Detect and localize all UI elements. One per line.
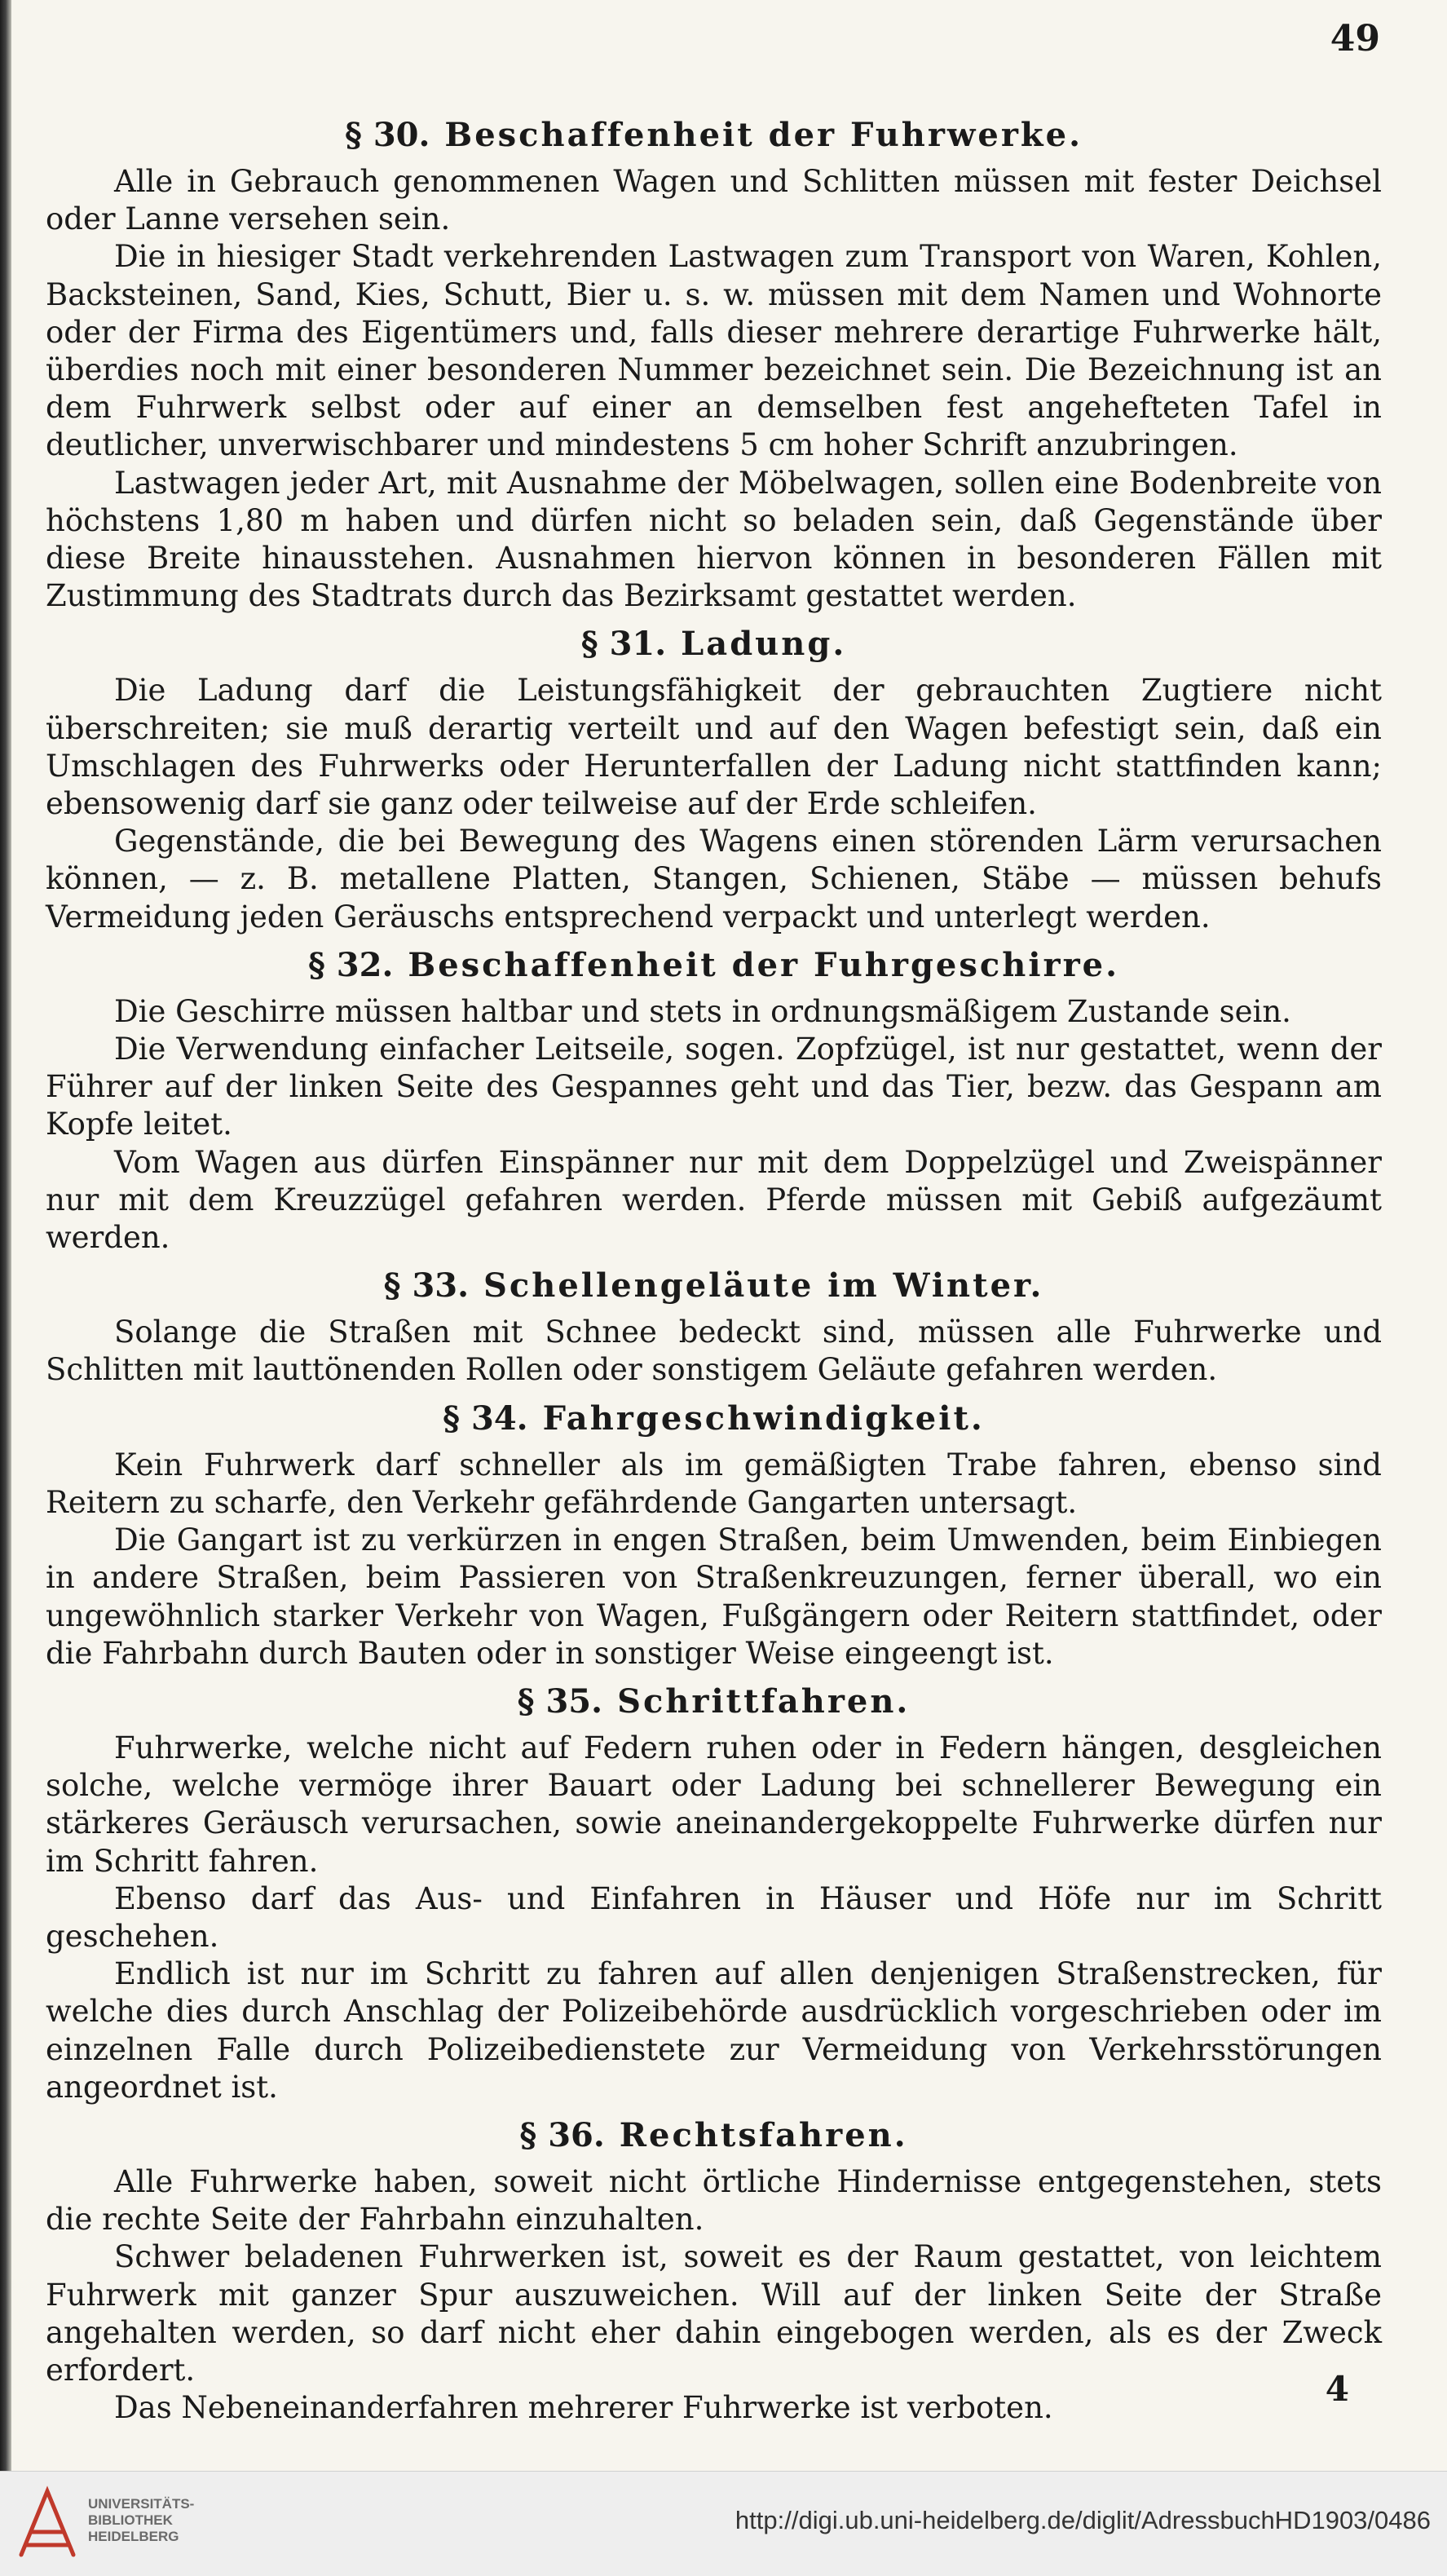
section-title: Beschaffenheit der Fuhrwerke. — [444, 116, 1083, 154]
paragraph: Die Geschirre müssen haltbar und stets in ordnungsmäßigem Zustande sein. — [114, 993, 1291, 1029]
section-title: Ladung. — [681, 625, 847, 664]
viewer-footer — [0, 2471, 1447, 2576]
paragraph: Vom Wagen aus dürfen Einspänner nur mit dem Doppelzügel und Zweispänner nur mit dem Kreuzzügel gefahren werden. Pferde müssen mit Gebiß aufgezäumt werden. — [46, 1144, 1382, 1256]
section-number: § 36. — [519, 2115, 605, 2154]
paragraph: Fuhrwerke, welche nicht auf Federn ruhen oder in Federn hängen, desgleichen solche, welche vermöge ihrer Bauart oder Ladung bei schnellerer Bewegung ein stärkeres Geräusch verursachen, sowie aneinandergekoppelte Fuhrwerke dürfen nur im Schritt fahren. — [46, 1730, 1382, 1879]
page-number: 49 — [1330, 18, 1380, 60]
section-heading — [46, 2113, 1382, 2158]
document-body — [46, 106, 1382, 2427]
section-heading — [46, 113, 1382, 158]
section-heading — [46, 1679, 1382, 1725]
paragraph: Gegenstände, die bei Bewegung des Wagens einen störenden Lärm verursachen können, — z. B. metallene Platten, Stangen, Schienen, Stäbe — müssen behufs Vermeidung jeden Geräuschs entsprechend verpackt und unterlegt werden. — [46, 824, 1382, 935]
paragraph: Die Verwendung einfacher Leitseile, sogen. Zopfzügel, ist nur gestattet, wenn der Führer auf der linken Seite des Gespannes geht und das Tier, bezw. das Gespann am Kopfe leitet. — [46, 1032, 1382, 1142]
section-title: Beschaffenheit der Fuhrgeschirre. — [408, 945, 1120, 984]
book-spine-shadow — [0, 0, 11, 2471]
paragraph: Alle Fuhrwerke haben, soweit nicht örtliche Hindernisse entgegenstehen, stets die rechte Seite der Fahrbahn einzuhalten. — [46, 2163, 1382, 2238]
section-title: Fahrgeschwindigkeit. — [542, 1398, 985, 1438]
paragraph: Ebenso darf das Aus- und Einfahren in Häuser und Höfe nur im Schritt geschehen. — [46, 1880, 1382, 1954]
section-heading — [46, 943, 1382, 988]
paragraph: Die Ladung darf die Leistungsfähigkeit der gebrauchten Zugtiere nicht überschreiten; sie muß derartig verteilt und auf den Wagen befestigt sein, daß ein Umschlagen des Fuhrwerks oder Herunterfallen der Ladung nicht stattfinden kann; ebensowenig darf sie ganz oder teilweise auf der Erde schleifen. — [46, 673, 1382, 822]
paragraph: Das Nebeneinanderfahren mehrerer Fuhrwerke ist verboten. — [114, 2390, 1053, 2426]
permalink-url[interactable]: http://digi.ub.uni-heidelberg.de/diglit/AdressbuchHD1903/0486 — [735, 2506, 1431, 2534]
logo-line: BIBLIOTHEK — [88, 2512, 173, 2528]
section-heading — [46, 621, 1382, 667]
paragraph: Die Gangart ist zu verkürzen in engen Straßen, beim Umwenden, beim Einbiegen in andere Straßen, beim Passieren von Straßenkreuzungen, ferner überall, wo ein ungewöhnlich starker Verkehr von Wagen, Fußgängern oder Reitern stattfindet, oder die Fahrbahn durch Bauten oder in sonstiger Weise eingeengt ist. — [46, 1522, 1382, 1671]
paragraph: Kein Fuhrwerk darf schneller als im gemäßigten Trabe fahren, ebenso sind Reitern zu scharfe, den Verkehr gefährdende Gangarten untersagt. — [46, 1447, 1382, 1520]
logo-line: UNIVERSITÄTS- — [88, 2496, 195, 2512]
section-title: Schrittfahren. — [617, 1681, 911, 1721]
section-number: § 31. — [580, 625, 667, 664]
section-number: § 34. — [443, 1398, 528, 1438]
paragraph: Alle in Gebrauch genommenen Wagen und Schlitten müssen mit fester Deichsel oder Lanne versehen sein. — [46, 164, 1382, 237]
section-number: § 35. — [517, 1681, 603, 1721]
section-number: § 33. — [383, 1266, 470, 1306]
paragraph: Die in hiesiger Stadt verkehrenden Lastwagen zum Transport von Waren, Kohlen, Backsteinen, Sand, Kies, Schutt, Bier u. s. w. müssen mit dem Namen und Wohnorte oder der Firma des Eigentümers und, falls dieser mehrere derartige Fuhrwerke hält, überdies noch mit einer besonderen Nummer bezeichnet sein. Die Bezeichnung ist an dem Fuhrwerk selbst oder auf einer an demselben fest angehefteten Tafel in deutlicher, unverwischbarer und mindestens 5 cm hoher Schrift anzubringen. — [46, 239, 1382, 463]
paragraph: Schwer beladenen Fuhrwerken ist, soweit es der Raum gestattet, von leichtem Fuhrwerk mit ganzer Spur auszuweichen. Will auf der linken Seite der Straße angehalten werden, so darf nicht eher dahin eingebogen werden, als es der Zweck erfordert. — [46, 2239, 1382, 2388]
section-number: § 30. — [344, 116, 430, 154]
printer-signature: 4 — [1325, 2369, 1349, 2409]
library-logo-text — [88, 2496, 194, 2545]
paragraph: Lastwagen jeder Art, mit Ausnahme der Möbelwagen, sollen eine Bodenbreite von höchstens 1,80 m haben und dürfen nicht so beladen sein, daß Gegenstände über diese Breite hinausstehen. Ausnahmen hiervon können in besonderen Fällen mit Zustimmung des Stadtrats durch das Bezirksamt gestattet werden. — [46, 465, 1382, 614]
logo-line: HEIDELBERG — [88, 2529, 179, 2544]
section-heading — [46, 1396, 1382, 1442]
section-title: Schellengeläute im Winter. — [483, 1266, 1044, 1306]
paragraph: Solange die Straßen mit Schnee bedeckt sind, müssen alle Fuhrwerke und Schlitten mit lauttönenden Rollen oder sonstigem Geläute gefahren werden. — [46, 1315, 1382, 1388]
section-number: § 32. — [307, 945, 394, 984]
section-title: Rechtsfahren. — [619, 2115, 908, 2154]
library-logo-icon — [15, 2481, 80, 2563]
paragraph: Endlich ist nur im Schritt zu fahren auf allen denjenigen Straßenstrecken, für welche dies durch Anschlag der Polizeibehörde ausdrücklich vorgeschrieben oder im einzelnen Falle durch Polizeibedienstete zur Vermeidung von Verkehrsstörungen angeordnet ist. — [46, 1956, 1382, 2105]
section-heading — [46, 1263, 1382, 1309]
